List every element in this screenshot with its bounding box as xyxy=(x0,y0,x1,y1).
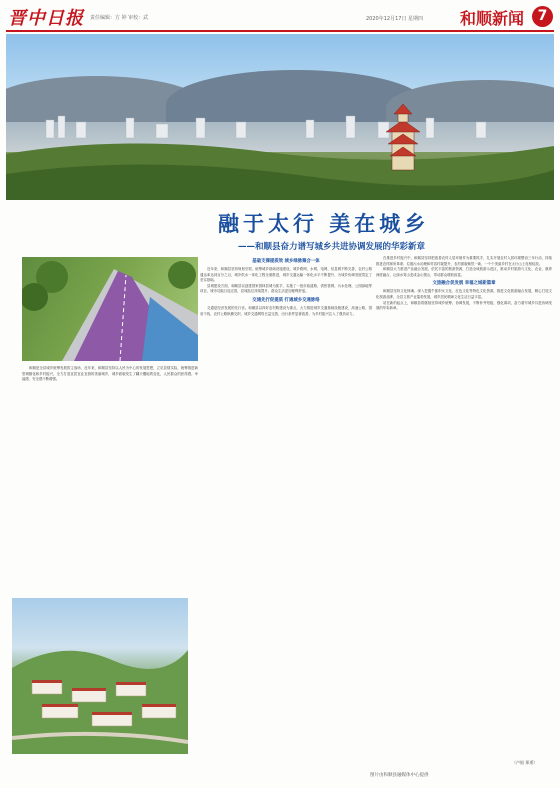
article-paragraph: 和顺是全县城乡统筹发展的主战场，近年来，和顺县坚持以人民为中心的发展思想，立足县情实际，统筹推进新型城镇化和乡村振兴，全力打造宜居宜业宜游的美丽城乡，城乡面貌发生了翻天覆地的变化，人民群众的获得感、幸福感、安全感不断增强。 xyxy=(22,366,198,382)
article-paragraph: 站在新的起点上，和顺县将继续坚持城乡统筹、协调发展，不断补齐短板、强化弱项，奋力谱写城乡共进协调发展的华彩新章。 xyxy=(376,300,552,311)
editor-credit: 责任编辑：方 婷 审校：武 xyxy=(90,15,149,21)
section-subtitle: 交通先行促提质 打通城乡交通脉络 xyxy=(252,297,320,303)
section-title: 和顺新闻 xyxy=(460,9,525,28)
article-paragraph: 交通是经济发展的先行官。和顺县以四好农村路建设为重点，大力推进城乡交通基础设施建设，高速公路、国省干线、农村公路纵横交织，城乡交通网络日益完善，出行条件显著改善，为乡村振兴注入了强劲动力。 xyxy=(200,305,372,316)
article-paragraph: 和顺县大力推进产业融合发展，依托丰富的旅游资源，打造全域旅游示范区，推动乡村旅游与文化、农业、康养深度融合，让绿水青山变成金山银山，带动群众增收致富。 xyxy=(376,267,552,277)
town-aerial-photo xyxy=(12,598,188,754)
section-subtitle: 基础支撑提质效 城乡绿脉聚合一体 xyxy=(252,259,320,264)
article-paragraph: 和顺县坚持文化铸魂，深入挖掘牛郎织女文化、红色文化等特色文化资源，推进文化旅游融合发展，精心打造文化旅游品牌，全县文旅产业蓬勃发展，城乡居民精神文化生活日益丰富。 xyxy=(376,289,552,299)
headline-subtitle: ——和顺县奋力谱写城乡共进协调发展的华彩新章 xyxy=(238,242,426,252)
masthead xyxy=(6,4,554,30)
headline: 融于太行 美在城乡 xyxy=(218,211,430,236)
newspaper-logo: 晋中日报 xyxy=(8,8,84,29)
city-panorama-photo xyxy=(6,34,554,200)
rural-road-photo xyxy=(22,257,198,361)
issue-date: 2020年12月17日 星期四 xyxy=(366,16,424,22)
photo-credit: 图片由和顺县融媒体中心提供 xyxy=(370,773,429,778)
masthead-rule xyxy=(6,30,554,32)
article-column-2 xyxy=(200,256,372,756)
page-number-badge: 7 xyxy=(532,6,553,27)
section-subtitle: 文旅融合促发展 幸福之城新篇章 xyxy=(432,281,496,287)
article-paragraph: 县城建设方面，和顺县以创建国家园林县城为抓手，实施了一批市政道路、供热管网、污水处理、公园绿地等项目，城市功能日趋完善，县城品位持续提升，群众生活更加便利舒适。 xyxy=(200,283,372,294)
article-column-1 xyxy=(22,366,198,594)
author-signature: （卢银 郑勇） xyxy=(512,760,538,765)
article-paragraph: 在推进乡村振兴中，和顺县坚持把改善农村人居环境作为重要抓手，扎实开展农村人居环境整治三年行动，持续推进农村厕所革命、垃圾污水治理和村容村貌提升，农村面貌焕然一新，一个个美丽乡村在太行山上竞相绽放。 xyxy=(376,256,552,266)
article-column-3 xyxy=(376,256,552,756)
article-paragraph: 近年来，和顺县坚持规划引领，统筹城乡基础设施建设，城乡路网、水网、电网、信息网不断完善，农村公路通达率达到百分之百，城乡供水一体化工程全面推进，城乡交通运输一体化水平不断提升，为城乡协调发展奠定了坚实基础。 xyxy=(200,267,372,283)
